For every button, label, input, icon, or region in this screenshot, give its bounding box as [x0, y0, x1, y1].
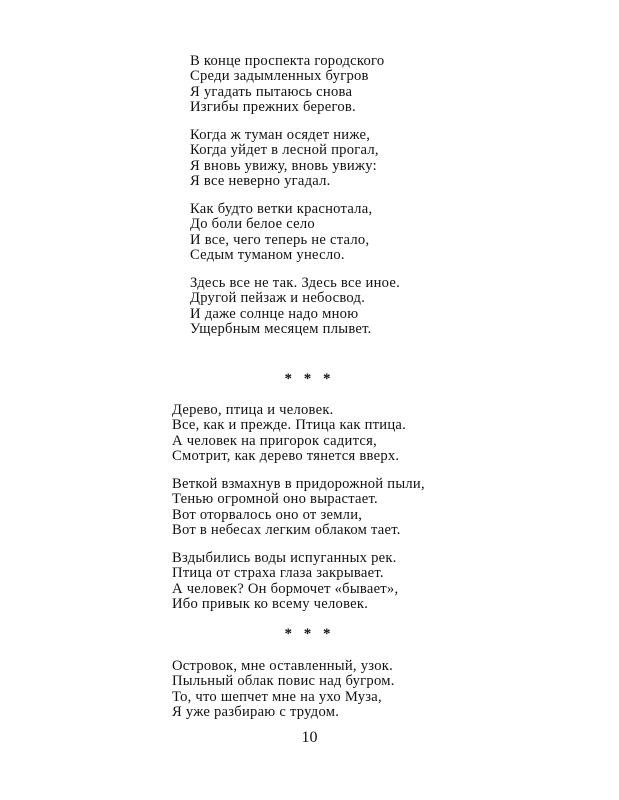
poem-line: До боли белое село: [190, 216, 315, 233]
poem-line: Здесь все не так. Здесь все иное.: [190, 275, 400, 291]
poem-line: А человек на пригорок садится,: [172, 432, 377, 449]
poem2-stanza-1: [172, 403, 406, 464]
poem-line: Я угадать пытаюсь снова: [190, 83, 353, 100]
poem-line: Как будто ветки краснотала,: [190, 201, 373, 217]
poem-line: Птица от страха глаза закрывает.: [172, 565, 384, 582]
poem2-stanza-3: [172, 551, 398, 612]
poem-line: Все, как и прежде. Птица как птица.: [172, 417, 407, 434]
poem-line: Тенью огромной оно вырастает.: [172, 491, 378, 508]
poem-line: Вот оторвалось оно от земли,: [172, 506, 363, 523]
poem-line: Я вновь увижу, вновь увижу:: [190, 157, 377, 174]
poem-line: Другой пейзаж и небосвод.: [190, 290, 366, 307]
poem-line: Ибо привык ко всему человек.: [172, 595, 369, 612]
poem1-stanza-3: [190, 202, 372, 263]
poem-line: Я все неверно угадал.: [190, 172, 331, 189]
poem-line: Вздыбились воды испуганных рек.: [172, 550, 397, 566]
poem-line: И даже солнце надо мною: [190, 305, 359, 322]
section-separator: * * *: [284, 371, 335, 387]
poem-line: Смотрит, как дерево тянется вверх.: [172, 447, 400, 464]
poem-line: И все, чего теперь не стало,: [190, 231, 370, 248]
poem-line: Я уже разбираю с трудом.: [172, 703, 340, 720]
poem-line: Веткой взмахнув в придорожной пыли,: [172, 476, 425, 492]
poem-line: Седым туманом унесло.: [190, 246, 345, 263]
poem1-stanza-2: [190, 128, 379, 189]
poem-line: В конце проспекта городского: [190, 53, 385, 69]
poem-line: То, что шепчет мне на ухо Муза,: [172, 688, 382, 705]
poem-line: Изгибы прежних берегов.: [190, 98, 356, 115]
poem2-stanza-2: [172, 477, 425, 538]
poem-line: Островок, мне оставленный, узок.: [172, 658, 393, 674]
poem-line: Пыльный облак повис над бугром.: [172, 673, 395, 690]
poem-line: Среди задымленных бугров: [190, 68, 369, 85]
poem-line: Дерево, птица и человек.: [172, 402, 334, 418]
poem3-stanza-1: [172, 659, 395, 720]
poem-line: Ущербным месяцем плывет.: [190, 320, 372, 337]
poem1-stanza-1: [190, 54, 384, 115]
poem1-stanza-4: [190, 276, 400, 337]
section-separator: * * *: [284, 626, 335, 642]
poem-line: Вот в небесах легким облаком тает.: [172, 521, 401, 538]
poem-line: Когда уйдет в лесной прогал,: [190, 142, 379, 159]
poem-line: А человек? Он бормочет «бывает»,: [172, 580, 399, 597]
poem-line: Когда ж туман осядет ниже,: [190, 127, 371, 143]
page-number: 10: [301, 729, 318, 746]
